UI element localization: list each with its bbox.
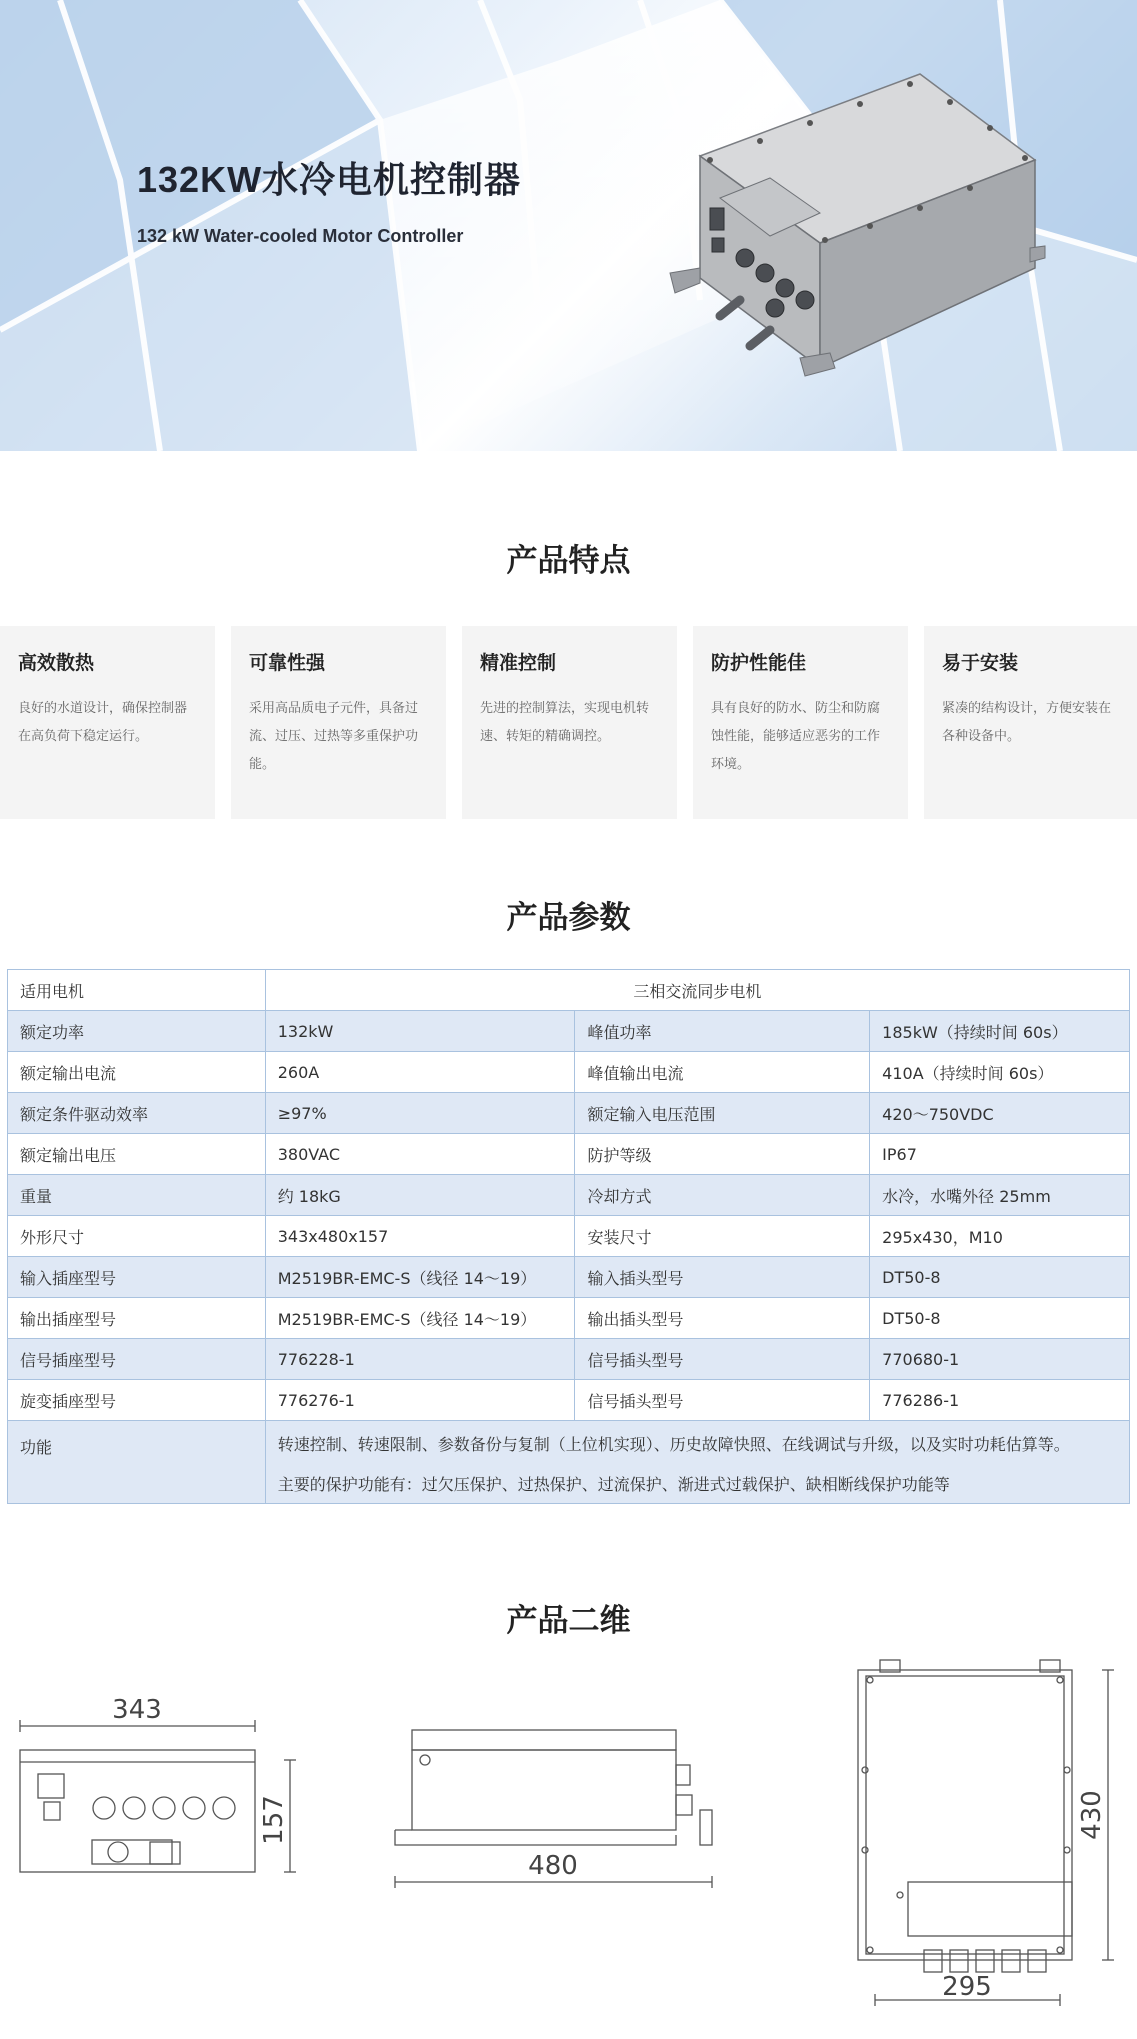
spec-value: 410A（持续时间 60s）	[870, 1052, 1130, 1093]
top-width-dim: 295	[942, 1972, 992, 2002]
spec-value: 770680-1	[870, 1339, 1130, 1380]
feature-card	[924, 626, 1137, 819]
dimension-drawings	[0, 1650, 1137, 2039]
hero-title: 132KW水冷电机控制器	[137, 159, 522, 200]
spec-value: M2519BR-EMC-S（线径 14～19）	[265, 1257, 575, 1298]
table-row	[8, 1380, 1130, 1421]
spec-value: 343x480x157	[265, 1216, 575, 1257]
spec-value: 380VAC	[265, 1134, 575, 1175]
top-height-dim: 430	[1077, 1790, 1107, 1840]
spec-label: 输入插头型号	[575, 1257, 870, 1298]
feature-card	[231, 626, 446, 819]
function-line: 转速控制、转速限制、参数备份与复制（上位机实现）、历史故障快照、在线调试与升级，以及实时功耗估算等。	[277, 1435, 1070, 1454]
spec-label: 信号插头型号	[575, 1339, 870, 1380]
spec-label: 安装尺寸	[575, 1216, 870, 1257]
spec-value: 776228-1	[265, 1339, 575, 1380]
feature-card	[0, 626, 215, 819]
table-row	[8, 1257, 1130, 1298]
spec-label: 输出插座型号	[8, 1298, 266, 1339]
hero-subtitle: 132 kW Water-cooled Motor Controller	[137, 226, 464, 246]
spec-label: 输出插头型号	[575, 1298, 870, 1339]
table-row	[8, 1093, 1130, 1134]
spec-label: 功能	[8, 1421, 266, 1504]
table-row	[8, 1175, 1130, 1216]
function-line: 主要的保护功能有：过欠压保护、过热保护、过流保护、渐进式过载保护、缺相断线保护功能等	[277, 1475, 950, 1494]
feature-title: 可靠性强	[249, 652, 326, 674]
feature-card	[693, 626, 908, 819]
spec-label: 冷却方式	[575, 1175, 870, 1216]
spec-label: 额定功率	[8, 1011, 266, 1052]
features-heading: 产品特点	[506, 543, 631, 579]
feature-desc: 采用高品质电子元件，具备过流、过压、过热等多重保护功能。	[249, 701, 419, 772]
drawings-heading: 产品二维	[506, 1603, 631, 1639]
specs-heading: 产品参数	[506, 900, 631, 936]
feature-title: 易于安装	[942, 652, 1019, 674]
table-row	[8, 1011, 1130, 1052]
spec-label: 防护等级	[575, 1134, 870, 1175]
controller-product-image	[650, 68, 1050, 388]
front-width-dim: 343	[112, 1695, 162, 1725]
spec-value: 水冷，水嘴外径 25mm	[870, 1175, 1130, 1216]
spec-label: 信号插头型号	[575, 1380, 870, 1421]
spec-value: M2519BR-EMC-S（线径 14～19）	[265, 1298, 575, 1339]
table-row	[8, 970, 1130, 1011]
spec-label: 输入插座型号	[8, 1257, 266, 1298]
spec-function-value	[265, 1421, 1129, 1504]
feature-desc: 紧凑的结构设计，方便安装在各种设备中。	[942, 701, 1112, 744]
spec-value: 132kW	[265, 1011, 575, 1052]
front-height-dim: 157	[259, 1795, 289, 1845]
spec-value: DT50-8	[870, 1257, 1130, 1298]
spec-label: 峰值输出电流	[575, 1052, 870, 1093]
feature-desc: 先进的控制算法，实现电机转速、转矩的精确调控。	[480, 701, 650, 744]
spec-value: 295x430，M10	[870, 1216, 1130, 1257]
hero-banner	[0, 0, 1137, 451]
spec-label: 重量	[8, 1175, 266, 1216]
features-list	[0, 626, 1137, 819]
spec-label: 额定输出电压	[8, 1134, 266, 1175]
table-row	[8, 1339, 1130, 1380]
spec-label: 峰值功率	[575, 1011, 870, 1052]
feature-title: 高效散热	[18, 652, 95, 674]
feature-card	[462, 626, 677, 819]
spec-value: 185kW（持续时间 60s）	[870, 1011, 1130, 1052]
feature-title: 精准控制	[480, 652, 557, 674]
spec-label: 信号插座型号	[8, 1339, 266, 1380]
feature-desc: 良好的水道设计，确保控制器在高负荷下稳定运行。	[18, 701, 188, 744]
spec-value: DT50-8	[870, 1298, 1130, 1339]
spec-label: 外形尺寸	[8, 1216, 266, 1257]
spec-label: 适用电机	[8, 970, 266, 1011]
table-row	[8, 1421, 1130, 1504]
table-row	[8, 1052, 1130, 1093]
spec-value: 420～750VDC	[870, 1093, 1130, 1134]
spec-value: IP67	[870, 1134, 1130, 1175]
spec-value: 约 18kG	[265, 1175, 575, 1216]
feature-title: 防护性能佳	[711, 652, 807, 674]
spec-label: 额定条件驱动效率	[8, 1093, 266, 1134]
spec-label: 旋变插座型号	[8, 1380, 266, 1421]
feature-desc: 具有良好的防水、防尘和防腐蚀性能，能够适应恶劣的工作环境。	[711, 701, 881, 772]
table-row	[8, 1216, 1130, 1257]
spec-label: 额定输出电流	[8, 1052, 266, 1093]
spec-value: 260A	[265, 1052, 575, 1093]
front-view-drawing	[20, 1720, 296, 1872]
table-row	[8, 1298, 1130, 1339]
side-length-dim: 480	[528, 1851, 578, 1881]
table-row	[8, 1134, 1130, 1175]
spec-table	[7, 969, 1130, 1504]
spec-value: ≥97%	[265, 1093, 575, 1134]
spec-value: 三相交流同步电机	[265, 970, 1129, 1011]
spec-value: 776286-1	[870, 1380, 1130, 1421]
top-view-drawing	[858, 1660, 1114, 2006]
spec-label: 额定输入电压范围	[575, 1093, 870, 1134]
spec-value: 776276-1	[265, 1380, 575, 1421]
